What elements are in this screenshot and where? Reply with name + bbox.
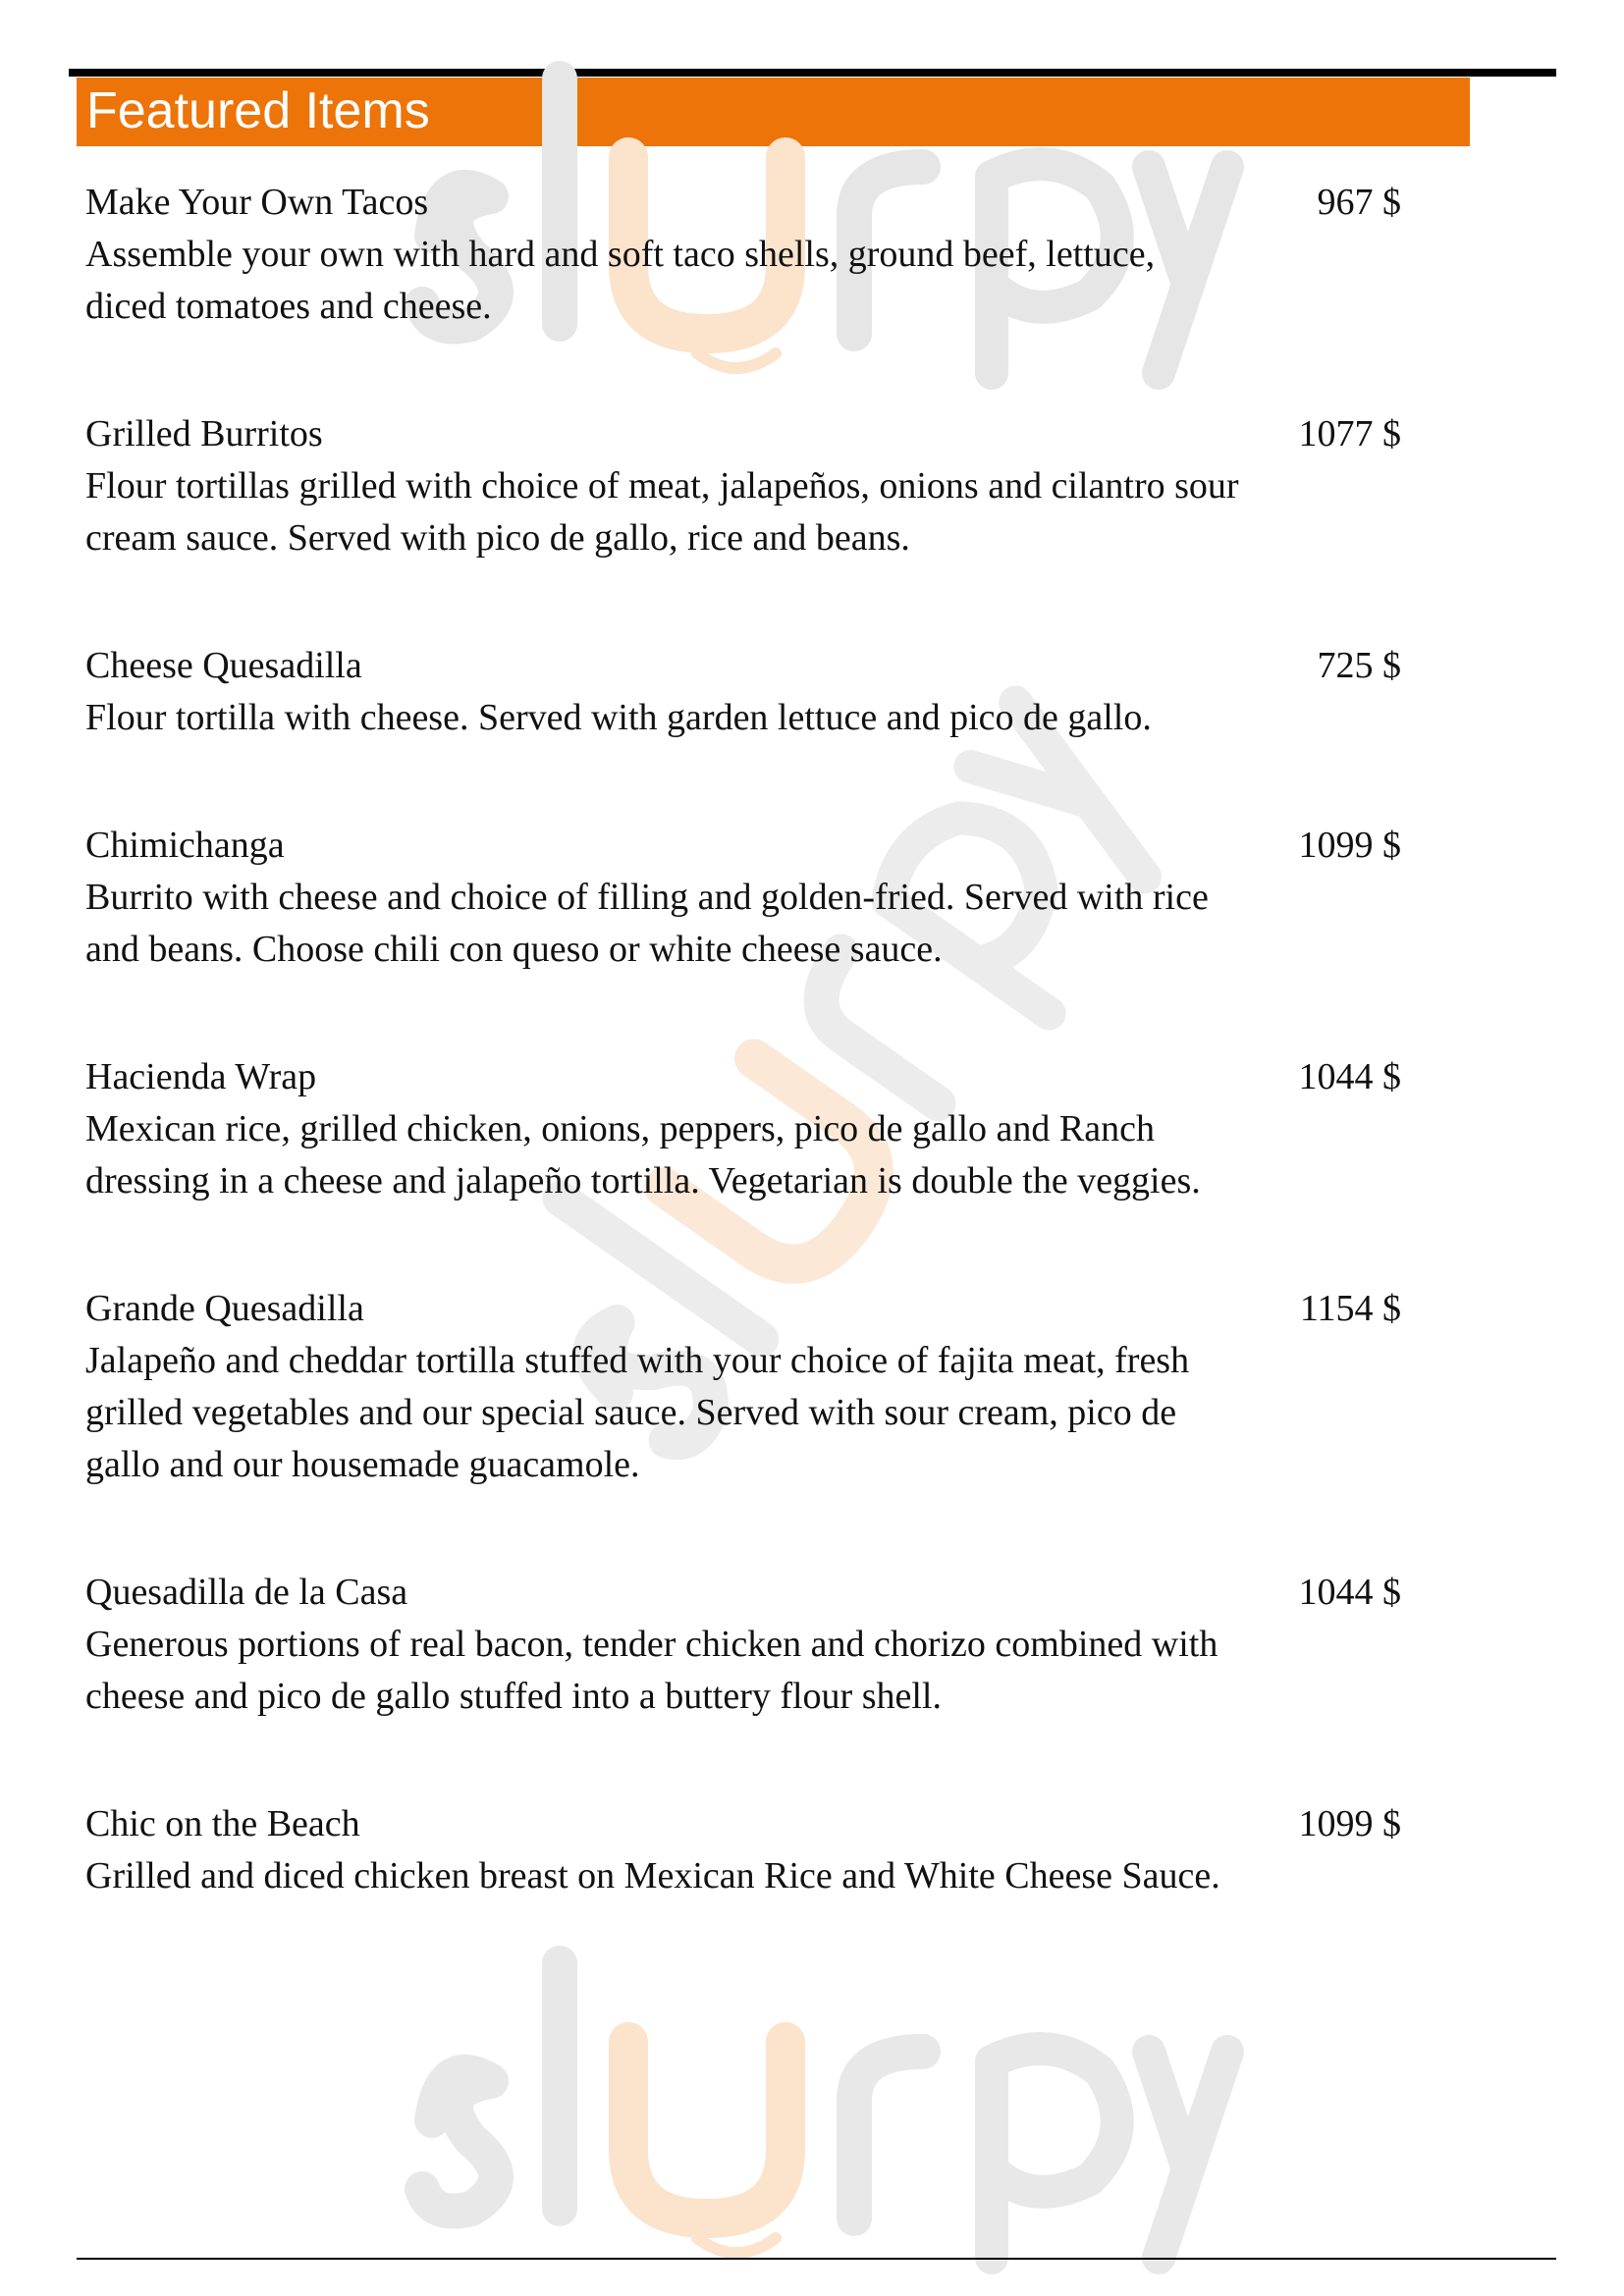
item-price: 1077 $ [1298, 413, 1401, 454]
menu-item [85, 820, 1401, 976]
menu-item [85, 177, 1401, 333]
item-name: Grilled Burritos [85, 413, 323, 454]
item-price: 1044 $ [1298, 1572, 1401, 1613]
item-description: Mexican rice, grilled chicken, onions, peppers, pico de gallo and Ranch dressing in a cheese and jalapeño tortilla. Vegetarian is double the veggies. [85, 1108, 1201, 1201]
item-description: Flour tortilla with cheese. Served with garden lettuce and pico de gallo. [85, 697, 1152, 738]
menu-item [85, 1798, 1401, 1902]
item-price: 1044 $ [1298, 1056, 1401, 1097]
menu-item [85, 1051, 1401, 1207]
menu-item [85, 1567, 1401, 1723]
item-name: Chimichanga [85, 825, 285, 866]
menu-item [85, 640, 1401, 744]
item-description: Grilled and diced chicken breast on Mexican Rice and White Cheese Sauce. [85, 1855, 1220, 1896]
item-name: Chic on the Beach [85, 1803, 360, 1844]
item-name: Cheese Quesadilla [85, 645, 362, 686]
item-name: Hacienda Wrap [85, 1056, 317, 1097]
item-price: 1154 $ [1299, 1288, 1401, 1329]
menu-item [85, 408, 1401, 564]
bottom-divider [77, 2258, 1556, 2260]
section-title: Featured Items [86, 82, 430, 139]
item-description: Flour tortillas grilled with choice of meat, jalapeños, onions and cilantro sour cream sauce. Served with pico de gallo, rice and beans. [85, 465, 1239, 559]
item-name: Make Your Own Tacos [85, 182, 429, 223]
item-description: Burrito with cheese and choice of filling and golden-fried. Served with rice and beans. Choose chili con queso or white cheese sauce. [85, 877, 1209, 970]
top-divider [69, 69, 1556, 77]
item-price: 725 $ [1317, 645, 1401, 686]
item-price: 1099 $ [1298, 1803, 1401, 1844]
item-price: 1099 $ [1298, 825, 1401, 866]
item-description: Generous portions of real bacon, tender chicken and chorizo combined with cheese and pico de gallo stuffed into a buttery flour shell. [85, 1624, 1218, 1717]
menu-item-list [85, 177, 1401, 1978]
item-name: Quesadilla de la Casa [85, 1572, 408, 1613]
item-description: Jalapeño and cheddar tortilla stuffed with your choice of fajita meat, fresh grilled vegetables and our special sauce. Served with sour cream, pico de gallo and our housemade guacamole. [85, 1340, 1190, 1485]
section-header [77, 78, 1470, 146]
item-name: Grande Quesadilla [85, 1288, 364, 1329]
menu-item [85, 1283, 1401, 1491]
item-description: Assemble your own with hard and soft taco shells, ground beef, lettuce, diced tomatoes and cheese. [85, 234, 1156, 327]
item-price: 967 $ [1317, 182, 1401, 223]
